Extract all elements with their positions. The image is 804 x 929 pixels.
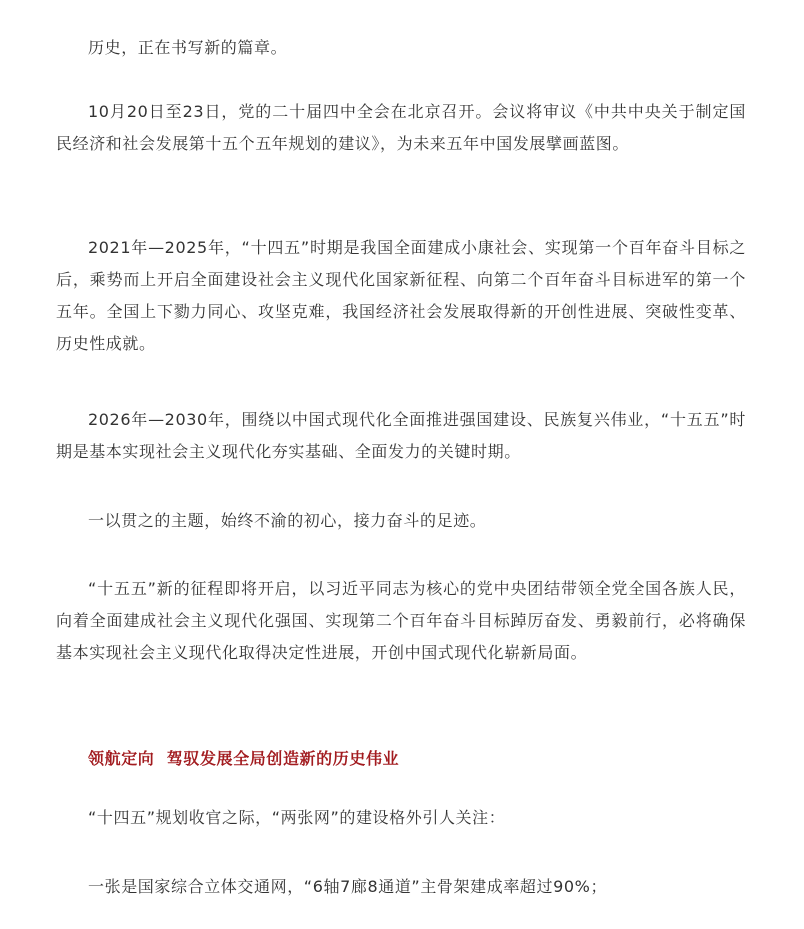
paragraph-plenary-session: 10月20日至23日，党的二十届四中全会在北京召开。会议将审议《中共中央关于制定国民经济和社会发展第十五个五年规划的建议》，为未来五年中国发展擘画蓝图。 [56, 102, 746, 153]
paragraph-15th-plan: 2026年—2030年，围绕以中国式现代化全面推进强国建设、民族复兴伟业，“十五五”时期是基本实现社会主义现代化夯实基础、全面发力的关键时期。 [56, 410, 746, 461]
paragraph-new-journey: “十五五”新的征程即将开启，以习近平同志为核心的党中央团结带领全党全国各族人民，向着全面建成社会主义现代化强国、实现第二个百年奋斗目标踔厉奋发、勇毅前行，必将确保基本实现社会主义现代化取得决定性进展，开创中国式现代化崭新局面。 [56, 579, 746, 662]
paragraph-transport-network: 一张是国家综合立体交通网，“6轴7廊8通道”主骨架建成率超过90%； [88, 877, 608, 896]
section-heading: 领航定向 驾驭发展全局创造新的历史伟业 [88, 749, 400, 768]
paragraph-theme: 一以贯之的主题，始终不渝的初心，接力奋斗的足迹。 [88, 511, 487, 530]
paragraph-14th-plan: 2021年—2025年，“十四五”时期是我国全面建成小康社会、实现第一个百年奋斗目标之后，乘势而上开启全面建设社会主义现代化国家新征程、向第二个百年奋斗目标进军的第一个五年。全国上下勠力同心、攻坚克难，我国经济社会发展取得新的开创性进展、突破性变革、历史性成就。 [56, 238, 746, 353]
paragraph-intro: 历史，正在书写新的篇章。 [88, 38, 288, 57]
paragraph-two-networks: “十四五”规划收官之际，“两张网”的建设格外引人关注： [88, 808, 506, 827]
